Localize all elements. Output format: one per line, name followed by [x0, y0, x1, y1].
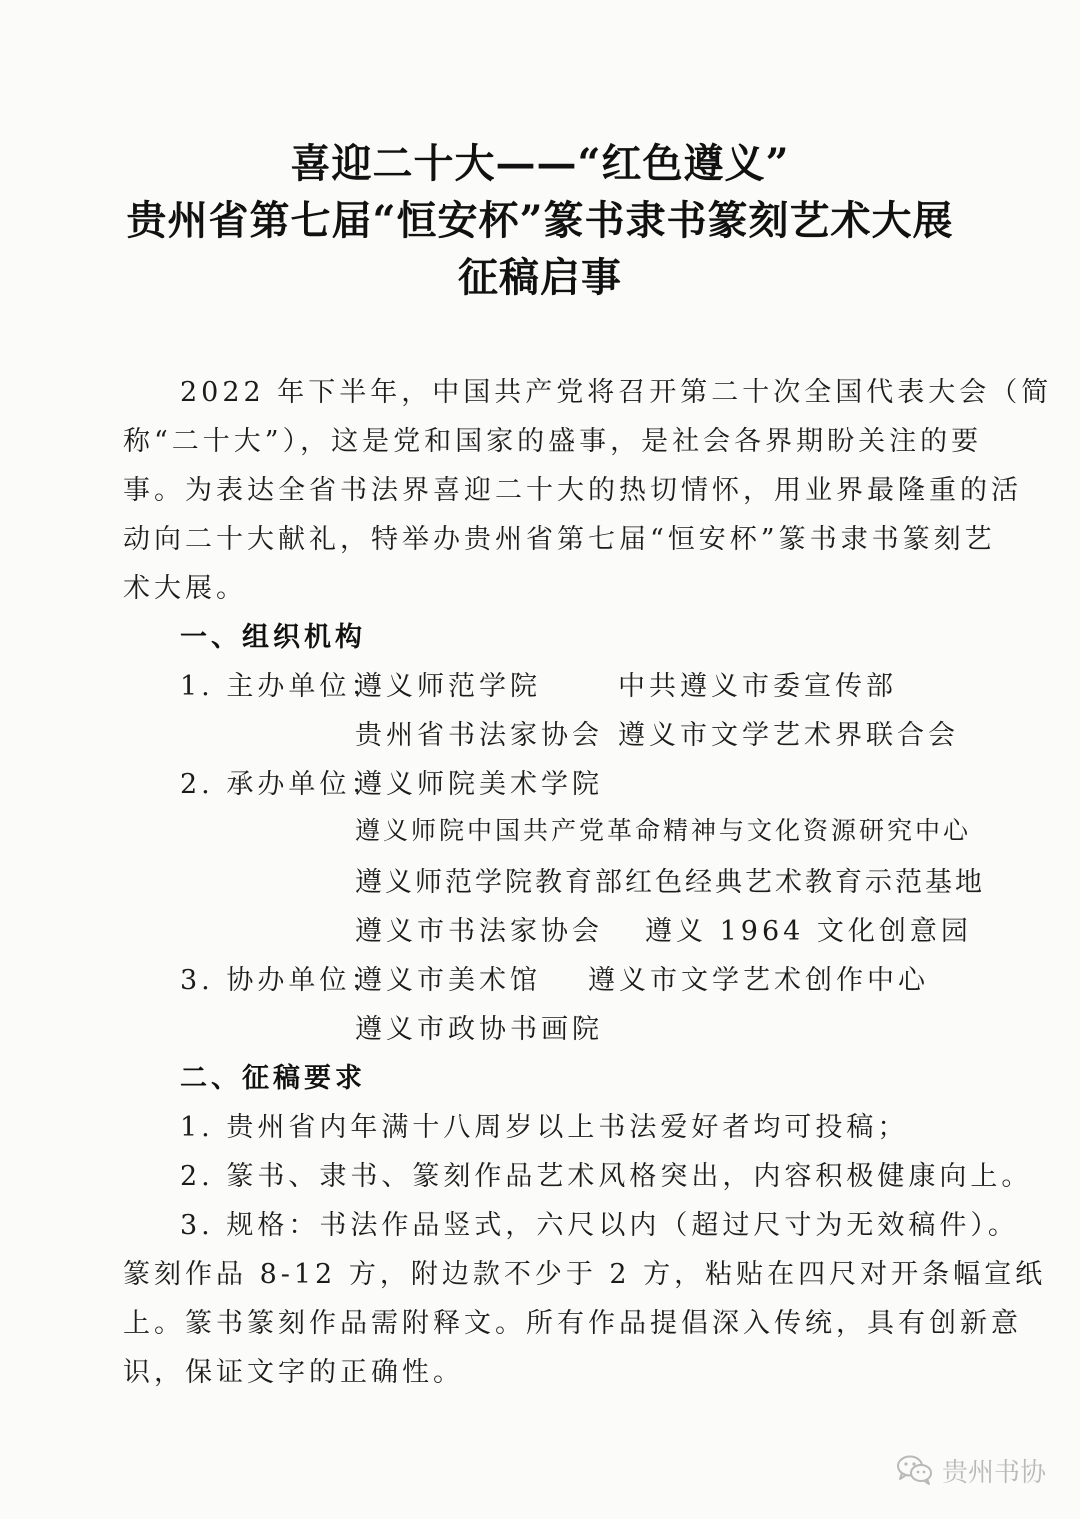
title-line-3: 征稿启事 [458, 254, 622, 301]
title-line-2: 贵州省第七届“恒安杯”篆书隶书篆刻艺术大展 [126, 197, 954, 244]
coorganizer-label: 3. 协办单位： [180, 965, 382, 996]
intro-line-4: 动向二十大献礼，特举办贵州省第七届“恒安杯”篆书隶书篆刻艺 [123, 524, 996, 555]
organizer-unit: 遵义师范学院教育部红色经典艺术教育示范基地 [355, 867, 985, 898]
requirement-item-3-cont-1: 篆刻作品 8-12 方，附边款不少于 2 方，粘贴在四尺对开条幅宣纸 [123, 1259, 1047, 1290]
host-unit: 贵州省书法家协会 [355, 720, 603, 751]
requirement-item-3-cont-2: 上。篆书篆刻作品需附释文。所有作品提倡深入传统，具有创新意 [123, 1308, 1022, 1339]
requirement-item-2: 2. 篆书、隶书、篆刻作品艺术风格突出，内容积极健康向上。 [180, 1161, 1033, 1192]
host-unit: 遵义市文学艺术界联合会 [618, 720, 959, 751]
watermark-text: 贵州书协 [942, 1457, 1047, 1488]
intro-line-3: 事。为表达全省书法界喜迎二十大的热切情怀，用业界最隆重的活 [123, 475, 1022, 506]
wechat-icon [896, 1454, 934, 1486]
coorganizer-unit: 遵义市美术馆 [355, 965, 541, 996]
host-label: 1. 主办单位： [180, 671, 382, 702]
intro-line-2: 称“二十大”），这是党和国家的盛事，是社会各界期盼关注的要 [123, 426, 983, 457]
requirement-item-1: 1. 贵州省内年满十八周岁以上书法爱好者均可投稿； [180, 1112, 909, 1143]
host-unit: 中共遵义市委宣传部 [618, 671, 897, 702]
host-unit: 遵义师范学院 [355, 671, 541, 702]
section-heading-requirements: 二、征稿要求 [180, 1063, 366, 1094]
coorganizer-unit: 遵义市政协书画院 [355, 1014, 603, 1045]
requirement-item-3: 3. 规格：书法作品竖式，六尺以内（超过尺寸为无效稿件）。 [180, 1210, 1019, 1241]
account-watermark [896, 1450, 1046, 1490]
organizer-unit: 遵义市书法家协会 [355, 916, 603, 947]
section-heading-organization: 一、组织机构 [180, 622, 366, 653]
coorganizer-unit: 遵义市文学艺术创作中心 [588, 965, 929, 996]
organizer-unit: 遵义 1964 文化创意园 [645, 916, 972, 947]
organizer-unit: 遵义师院中国共产党革命精神与文化资源研究中心 [355, 816, 972, 845]
intro-line-5: 术大展。 [123, 573, 247, 604]
title-line-1: 喜迎二十大——“红色遵义” [290, 140, 790, 187]
requirement-item-3-cont-3: 识，保证文字的正确性。 [123, 1357, 464, 1388]
organizer-unit: 遵义师院美术学院 [355, 769, 603, 800]
organizer-label: 2. 承办单位： [180, 769, 382, 800]
intro-line-1: 2022 年下半年，中国共产党将召开第二十次全国代表大会（简 [180, 377, 1053, 408]
